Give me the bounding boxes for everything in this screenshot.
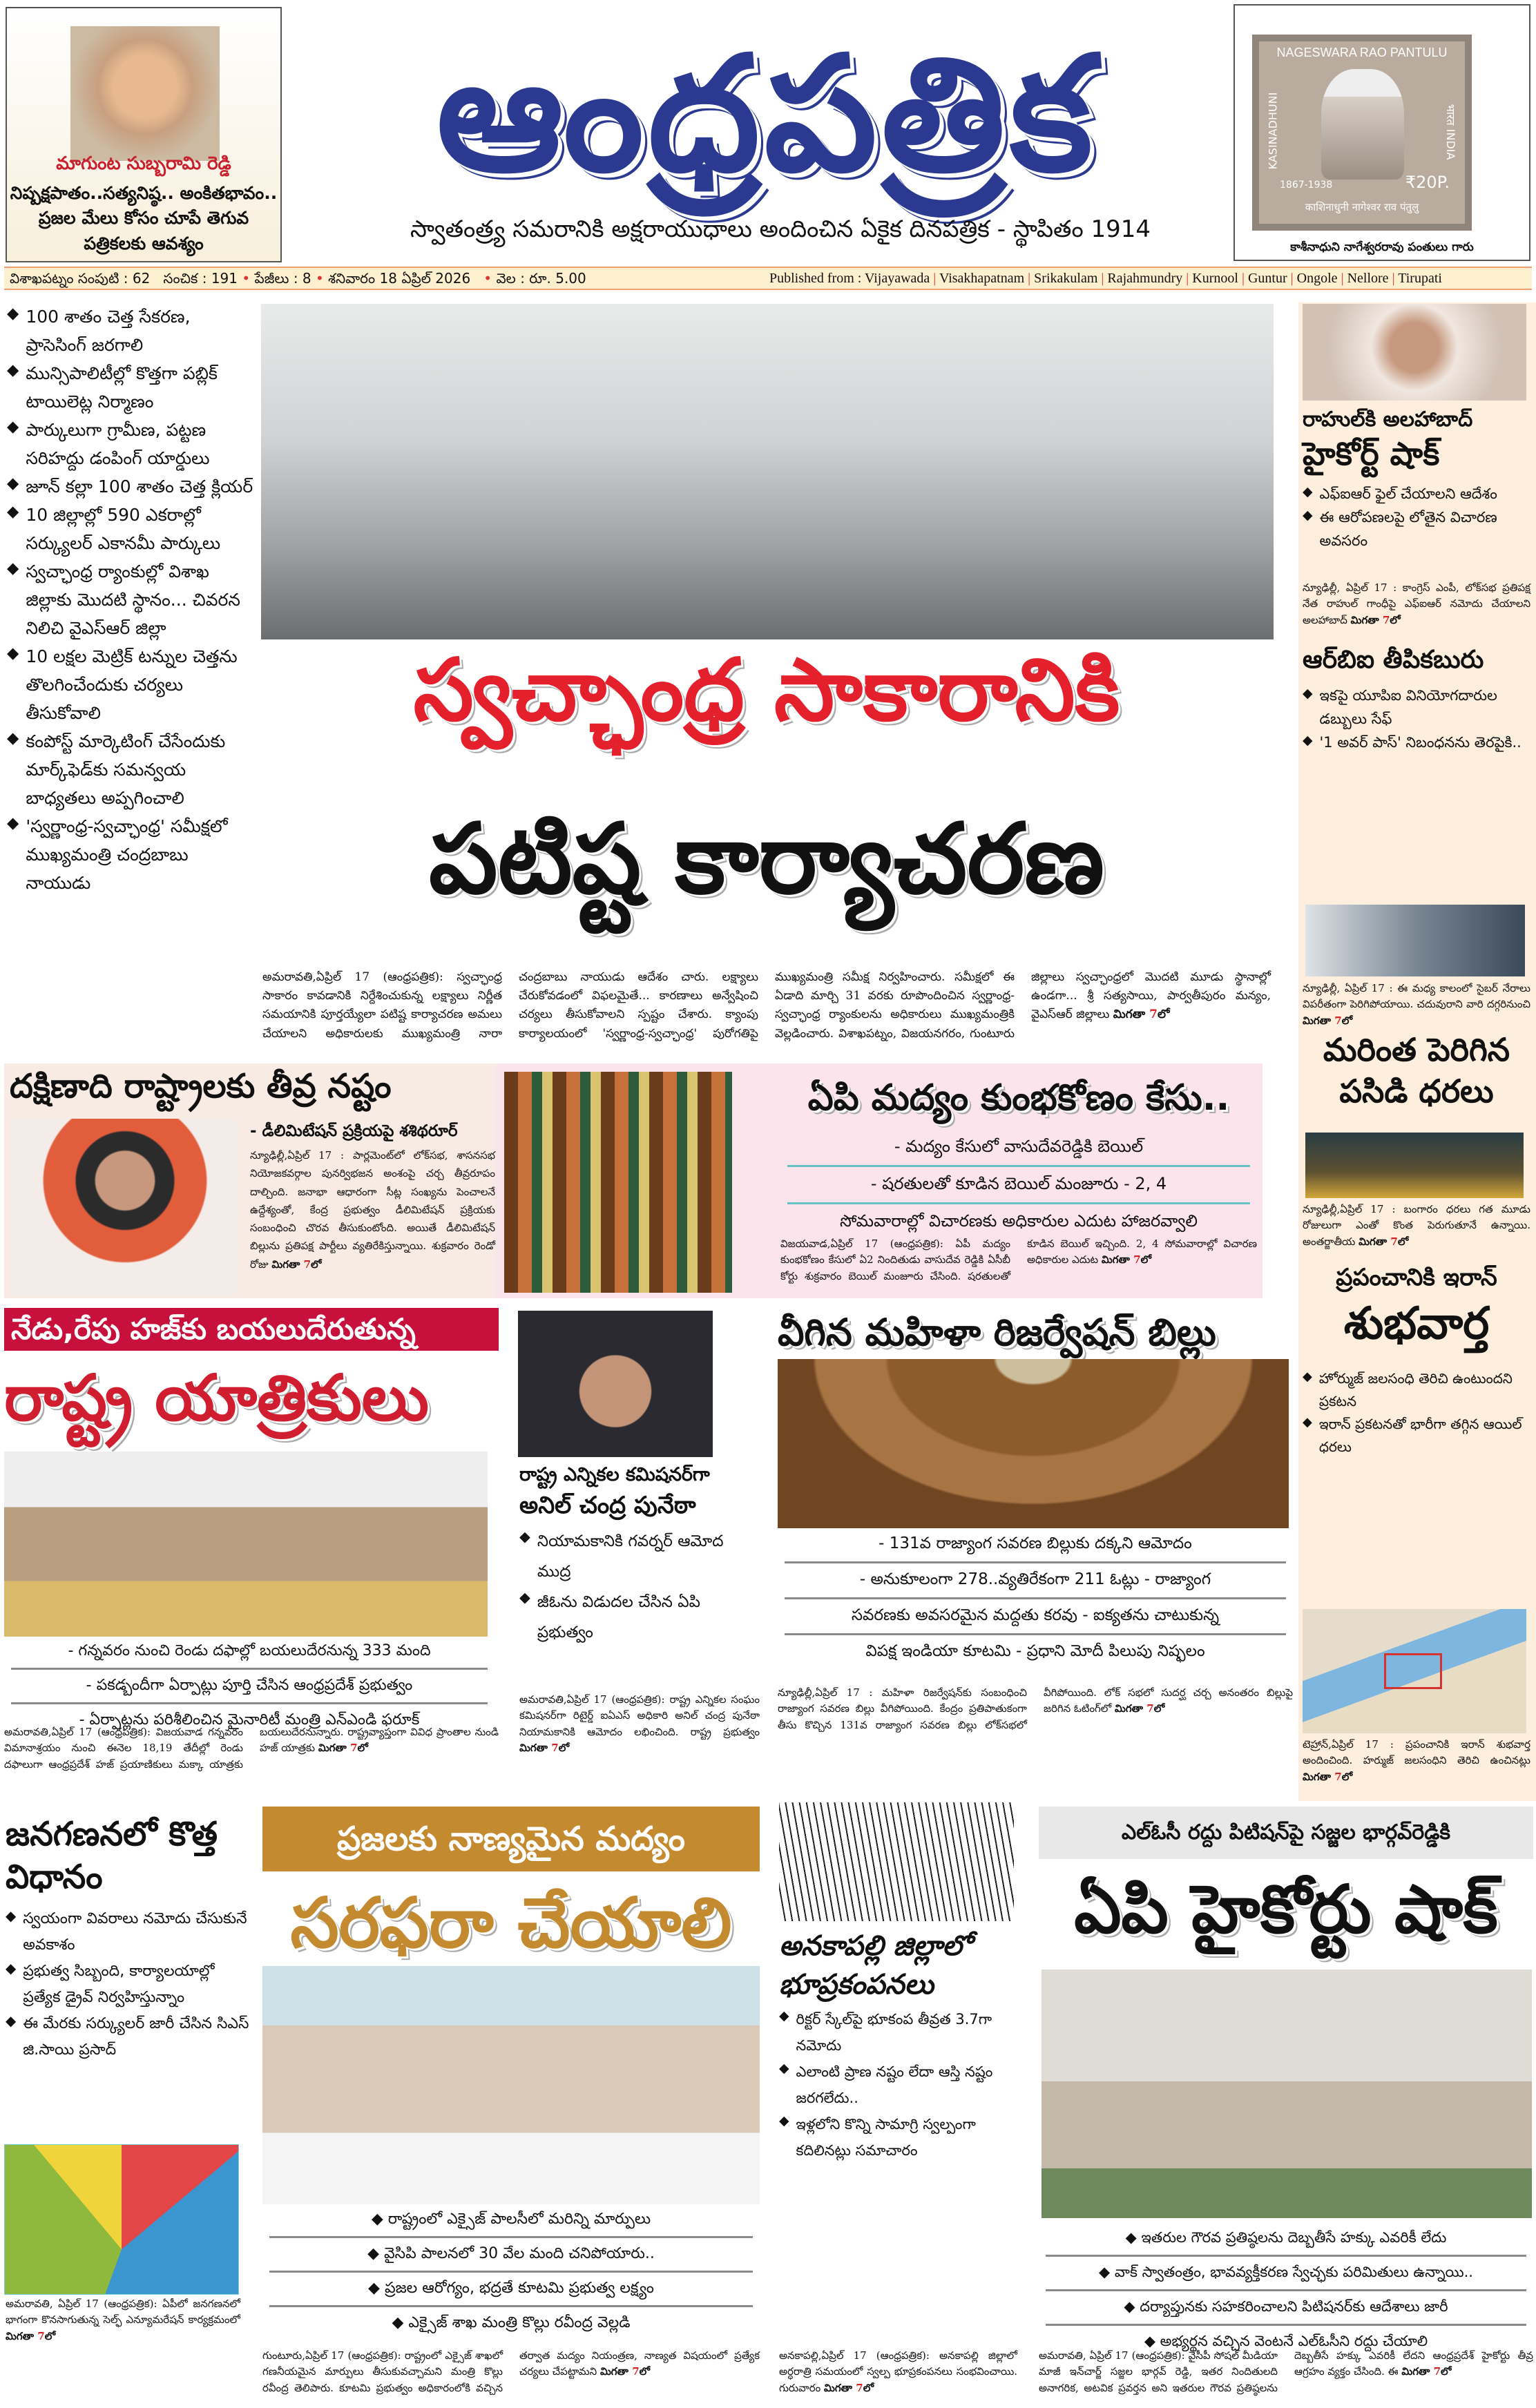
bullet-item: ◆ ఎలాంటి ప్రాణ నష్టం లేదా ఆస్తి నష్టం జరగలేదు.. <box>779 2059 1017 2111</box>
quake-headline: అనకాపల్లి జిల్లాలో భూప్రకంపనలు <box>779 1930 971 2001</box>
excise-kicker: ప్రజలకు నాణ్యమైన మద్యం <box>262 1807 760 1871</box>
continued-page-7[interactable]: మిగతా 7లో <box>6 2329 56 2342</box>
bullet-item: ◆ హోర్ముజ్ జలసంధి తెరిచి ఉంటుందని ప్రకటన <box>1303 1367 1530 1413</box>
dateline-left: విశాఖపట్నం సంపుటి : 62 సంచిక : 191 • పేజీలు : 8 • శనివారం 18 ఏప్రిల్ 2026 • వెల : రూ. 5.00 <box>10 270 586 287</box>
deck-line: సోమవారాల్లో విచారణకు అధికారుల ఎదుట హాజరవ్వాలి <box>839 1211 1198 1231</box>
continued-page-7[interactable]: మిగతా 7లో <box>318 1742 368 1755</box>
published-from <box>769 268 1532 289</box>
tribute-quote <box>7 181 280 256</box>
rahul-headline: హైకోర్ట్ షాక్ <box>1303 435 1440 472</box>
bullet-item: ◆ '1 అవర్ పాస్' నిబంధనను తెరపైకి.. <box>1303 731 1530 754</box>
bullet-item: ◆ ఇకపై యూపిఐ వినియోగదారుల డబ్బులు సేఫ్ <box>1303 684 1530 731</box>
rbi-photo <box>1305 905 1525 976</box>
liquor-bottles-photo <box>504 1072 732 1293</box>
dateline-edition: విశాఖపట్నం సంపుటి : 62 <box>10 270 151 287</box>
hormuz-map <box>1303 1609 1526 1733</box>
seismograph-photo <box>779 1802 1014 1921</box>
bullet-item: ◆ జూన్ కల్లా 100 శాతం చెత్త క్లియర్ <box>7 472 256 501</box>
stamp-years: 1867-1938 <box>1280 180 1333 191</box>
continued-page-7[interactable]: మిగతా 7లో <box>1359 1235 1409 1248</box>
deck-line: ◆ వైసిపి పాలనలో 30 వేల మంది చనిపోయారు.. <box>262 2241 760 2275</box>
election-commissioner-body: అమరావతి,ఏప్రిల్ 17 (ఆంధ్రపత్రిక): రాష్ట్ర ఎన్నికల సంఘం కమిషనర్‌గా రిటైర్డ్ ఐఏఎస్ అధికారి అనిల్ చంద్ర పునేఠా నియామకానికి ఆమోదం లభించింది. రాష్ట్ర ప్రభుత్వం మిగతా 7లో <box>519 1693 760 1754</box>
bullet-item: ◆ జీఓను విడుదల చేసిన ఏపి ప్రభుత్వం <box>519 1587 754 1648</box>
bullet-item: ◆ స్వచ్ఛాంధ్ర ర్యాంకుల్లో విశాఖ జిల్లాకు మొదటి స్థానం... చివరన నిలిచి వైఎస్ఆర్ జిల్లా <box>7 557 256 642</box>
continued-page-7[interactable]: మిగతా 7లో <box>1401 2365 1452 2378</box>
rahul-body: న్యూఢిల్లీ, ఏప్రిల్ 17 : కాంగ్రెస్ ఎంపీ, లోక్‌సభ ప్రతిపక్ష నేత రాహుల్ గాంధీపై ఎఫ్ఐఆర్ నమోదు చేయాలని అలహాబాద్ మిగతా 7లో <box>1303 581 1530 626</box>
continued-page-7[interactable]: మిగతా 7లో <box>1303 1770 1353 1783</box>
excise-decks <box>262 2206 760 2344</box>
tribute-box-left <box>6 7 282 262</box>
dateline-issue: సంచిక : 191 <box>163 270 238 287</box>
stamp-top-text: NAGESWARA RAO PANTULU <box>1276 46 1448 59</box>
published-city: Guntur <box>1247 271 1287 286</box>
deck-line: ◆ ఎక్సైజ్ శాఖ మంత్రి కొల్లు రవీంద్ర వెల్లడి <box>392 2314 631 2331</box>
rahul-kicker: రాహుల్‌కి అలహాబాద్ <box>1303 407 1473 432</box>
deck-line: - ఏర్పాట్లను పరిశీలించిన మైనారిటీ మంత్రి ఎన్ఎండి ఫరూక్ <box>79 1711 420 1728</box>
gold-body: న్యూఢిల్లీ,ఏప్రిల్ 17 : బంగారం ధరలు గత మూడు రోజులుగా ఎంతో కొంత పెరుగుతూనే ఉన్నాయి. అంతర్జాతీయ మిగతా 7లో <box>1303 1203 1530 1248</box>
tribute-portrait <box>70 26 220 161</box>
deck-line: ◆ రాష్ట్రంలో ఎక్సైజ్ పాలసీలో మరిన్ని మార్పులు <box>262 2206 760 2241</box>
quake-bullets <box>779 2006 1017 2164</box>
masthead-tagline: స్వాతంత్ర్య సమరానికి అక్షరాయుధాలు అందించిన ఏకైక దినపత్రిక - స్థాపితం 1914 <box>410 215 1151 243</box>
bullet-item: ◆ మున్సిపాలిటీల్లో కొత్తగా పబ్లిక్ టాయిలెట్ల నిర్మాణం <box>7 359 256 416</box>
lead-body-text: అమరావతి,ఏప్రిల్ 17 (ఆంధ్రపత్రిక): స్వచ్ఛాంధ్ర సాకారం కావడానికి నిర్దేశించుకున్న లక్ష్యాలు నిర్ణీత సమయానికి పూర్తయ్యేలా పటిష్ట కార్యాచరణ అమలు చేయాలని అధికారులకు ముఖ్యమంత్రి నారా చంద్రబాబు నాయుడు ఆదేశం చారు. లక్ష్యాలు చేరుకోవడంలో విఫలమైతే... కారణాలు అన్వేషించి చర్యలు తీసుకోవాలని స్పష్టం చేశారు. క్యాంపు కార్యాలయంలో 'స్వర్ణాంధ్ర-స్వచ్ఛాంధ్ర' పురోగతిపై ముఖ్యమంత్రి సమీక్ష నిర్వహించారు. సమీక్షలో ఈ ఏడాది మార్చి 31 వరకు రూపొందించిన స్వర్ణాంధ్ర-స్వచ్ఛాంధ్ర ర్యాంకులను అధికారులు ముఖ్యమంత్రికి వెల్లడించారు. విశాఖపట్నం, విజయనగరం, గుంటూరు జిల్లాలు స్వచ్ఛాంధ్రలో మొదటి మూడు స్థానాల్లో ఉండగా... శ్రీ సత్యసాయి, పార్వతీపురం మన్యం, వైఎస్ఆర్ జిల్లాలు <box>262 970 1271 1041</box>
published-city: Tirupati <box>1398 271 1442 286</box>
hormuz-highlight-box <box>1384 1653 1442 1689</box>
continued-page-7[interactable]: మిగతా 7లో <box>824 2381 874 2394</box>
bullet-item: ◆ ఇరాన్ ప్రకటనతో భారీగా తగ్గిన ఆయిల్ ధరలు <box>1303 1413 1530 1458</box>
tharoor-photo <box>11 1119 239 1295</box>
deck-line: ◆ ప్రజల ఆరోగ్యం, భద్రతే కూటమి ప్రభుత్వ లక్ష్యం <box>262 2275 760 2310</box>
election-commissioner-headline: అనిల్ చంద్ర పునేఠా <box>519 1492 696 1519</box>
bullet-item: ◆ 10 లక్షల మెట్రిక్ టన్నుల చెత్తను తొలగించేందుకు చర్యలు తీసుకోవాలి <box>7 642 256 727</box>
deck-line: ◆ దర్యాప్తునకు సహకరించాలని పిటిషనర్‌కు ఆదేశాలు జారీ <box>1039 2294 1533 2329</box>
stamp-right-text: भारत INDIA <box>1444 104 1457 160</box>
published-city: Rajahmundry <box>1107 271 1183 286</box>
postage-stamp <box>1252 35 1472 231</box>
iran-body: టెహ్రాన్,ఏప్రిల్ 17 : ప్రపంచానికి ఇరాన్ శుభవార్త అందించింది. హర్ముజ్ జలసంధిని తెరిచి ఉంచినట్లు మిగతా 7లో <box>1303 1738 1530 1783</box>
bullet-item: ◆ 'స్వర్ణాంధ్ర-స్వచ్ఛాంధ్ర' సమీక్షలో ముఖ్యమంత్రి చంద్రబాబు నాయుడు <box>7 812 256 897</box>
dateline-price: వెల : రూ. 5.00 <box>496 270 586 287</box>
published-cities: Vijayawada | Visakhapatnam | Srikakulam | Rajahmundry | Kurnool | Guntur | Ongole | Nellore | Tirupati <box>864 271 1442 286</box>
stamp-left-text: KASINADHUNI <box>1266 92 1280 170</box>
parliament-photo <box>778 1359 1289 1528</box>
bullet-item: ◆ పార్కులుగా గ్రామీణ, పట్టణ సరిహద్దు డంపింగ్ యార్డులు <box>7 416 256 472</box>
iran-kicker: ప్రపంచానికి ఇరాన్ <box>1336 1264 1497 1291</box>
tharoor-body: న్యూఢిల్లీ,ఏప్రిల్ 17 : పార్లమెంట్‌లో లోక్‌సభ, శాసనసభ నియోజకవర్గాల పునర్విభజన అంశంపై చర్చ తీవ్రరూపం దాల్చింది. జనాభా ఆధారంగా సీట్ల సంఖ్యను పెంచాలనే ఉద్దేశ్యంతో, కేంద్ర ప్రభుత్వం డీలిమిటేషన్ ప్రక్రియకు సంబంధించి చొరవ తీసుకుంటోంది. అయితే డీలిమిటేషన్ బిల్లును ప్రతిపక్ష పార్టీలు వ్యతిరేకిస్తున్నాయి. శుక్రవారం రెండో రోజు మిగతా 7లో <box>250 1149 495 1271</box>
women-bill-body: న్యూఢిల్లీ,ఏప్రిల్ 17 : మహిళా రిజర్వేషన్‌కు సంబంధించి రాజ్యాంగ సవరణ బిల్లు వీగిపోయింది. కేంద్రం ప్రతిపాతుకంగా తీసు కొచ్చిన 131వ రాజ్యాంగ సవరణ బిల్లు లోక్‌సభలో వీగిపోయింది. లోక్ సభలో సుదర్ఘ చర్చ అనంతరం బిల్లుపై జరిగిన ఓటింగ్‌లో మిగతా 7లో <box>778 1686 1293 1731</box>
stamp-hindi: काशिनाधुनी नागेश्वर राव पंतुलु <box>1305 201 1419 213</box>
iran-headline: శుభవార్త <box>1343 1298 1490 1349</box>
rbi-headline: ఆర్‌బిఐ తీపికబురు <box>1303 646 1484 674</box>
iran-bullets <box>1303 1367 1530 1458</box>
excise-minister-photo <box>262 1966 760 2204</box>
published-city: Ongole <box>1296 271 1338 286</box>
tribute-quote-line: నిష్పక్షపాతం..సత్యనిష్ఠ.. అంకితభావం.. <box>10 183 278 203</box>
bullet-item: ◆ నియామకానికి గవర్నర్ ఆమోద ముద్ర <box>519 1526 754 1587</box>
haj-pilgrims-photo <box>4 1452 488 1637</box>
rbi-body: న్యూఢిల్లీ, ఏప్రిల్ 17 : ఈ మధ్య కాలంలో సైబర్ నేరాలు విపరీతంగా పెరిగిపోయాయి. చదువురాని వారి దగ్గరినుంచి మిగతా 7లో <box>1303 982 1530 1027</box>
census-population-pie-image <box>4 2144 239 2295</box>
deck-line: - అనుకూలంగా 278..వ్యతిరేకంగా 211 ఓట్లు - రాజ్యాంగ <box>778 1566 1293 1602</box>
dateline-pages: పేజీలు : 8 <box>254 270 311 287</box>
deck-line: ◆ వాక్ స్వాతంత్రం, భావవ్యక్తీకరణ స్వేచ్ఛకు పరిమితులు ఉన్నాయి.. <box>1039 2260 1533 2294</box>
quake-body: అనకాపల్లి,ఏప్రిల్ 17 (ఆంధ్రపత్రిక): అనకాపల్లి జిల్లాలో అర్ధరాత్రి సమయంలో స్వల్ప భూప్రకంపనలు సంభవించాయి. గురువారం మిగతా 7లో <box>779 2349 1017 2394</box>
bullet-item: ◆ ఇళ్లలోని కొన్ని సామాగ్రి స్వల్పంగా కదిలినట్లు సమాచారం <box>779 2111 1017 2164</box>
masthead-logo: ఆంధ్రపత్రిక <box>436 21 1097 207</box>
continued-page-7[interactable]: మిగతా 7లో <box>519 1741 570 1754</box>
rahul-bullets <box>1303 482 1530 552</box>
liquor-case-decks <box>780 1133 1257 1244</box>
deck-line: ◆ ఇతరుల గౌరవ ప్రతిష్ఠలను దెబ్బతీసే హక్కు ఎవరికీ లేదు <box>1039 2225 1533 2260</box>
haj-headline: రాష్ట్ర యాత్రికులు <box>4 1361 429 1435</box>
haj-kicker: నేడు,రేపు హజ్‌కు బయలుదేరుతున్న <box>4 1308 499 1351</box>
tribute-box-right <box>1233 4 1530 261</box>
continued-page-7[interactable]: మిగతా 7లో <box>1113 1008 1170 1022</box>
stamp-caption: కాశీనాధుని నాగేశ్వరరావు పంతులు గారు <box>1290 240 1474 254</box>
bullet-item: ◆ స్వయంగా వివరాలు నమోదు చేసుకునే అవకాశం <box>6 1906 254 1958</box>
census-bullets <box>6 1906 254 2063</box>
gold-bull-photo <box>1305 1133 1524 1198</box>
liquor-case-headline: ఏపి మద్యం కుంభకోణం కేసు.. <box>807 1077 1230 1119</box>
excise-headline: సరఫరా చేయాలి <box>290 1882 732 1963</box>
deck-line: - పకడ్బందీగా ఏర్పాట్లు పూర్తి చేసిన ఆంధ్రప్రదేశ్ ప్రభుత్వం <box>4 1673 495 1707</box>
bullet-item: ◆ ఎఫ్ఐఆర్ ఫైల్ చేయాలని ఆదేశం <box>1303 482 1530 505</box>
deck-line: - 131వ రాజ్యాంగ సవరణ బిల్లుకు దక్కని ఆమోదం <box>778 1530 1293 1566</box>
lead-headline-line2: పటిష్ట కార్యాచరణ <box>429 803 1104 916</box>
lead-photo-cm-meeting <box>261 304 1274 639</box>
continued-page-7[interactable]: మిగతా 7లో <box>1350 613 1401 626</box>
deck-line: ◆ అభ్యర్థన వచ్చిన వెంటనే ఎల్ఓసీని రద్దు చేయాలి <box>1144 2333 1428 2349</box>
census-headline: జనగణనలో కొత్త విధానం <box>6 1815 218 1896</box>
liquor-case-body: విజయవాడ,ఏప్రిల్ 17 (ఆంధ్రపత్రిక): ఏపీ మద్యం కుంభకోణం కేసులో ఏ2 నిందితుడు వాసుదేవ రెడ్డికి ఏసీబీ కోర్టు శుక్రవారం బెయిల్ మంజూరు చేసింది. షరతులతో కూడిన బెయిల్ ఇచ్చింది. 2, 4 సోమవారాల్లో విచారణ అధికారుల ఎదుట మిగతా 7లో <box>780 1237 1257 1282</box>
sajjala-decks <box>1039 2225 1533 2363</box>
bullet-item: ◆ ఈ మేరకు సర్క్యులర్ జారీ చేసిన సిఎస్ జి.సాయి ప్రసాద్ <box>6 2011 254 2063</box>
rahul-photo <box>1303 304 1526 401</box>
women-bill-headline: వీగిన మహిళా రిజర్వేషన్ బిల్లు <box>778 1311 1216 1354</box>
published-city: Nellore <box>1347 271 1389 286</box>
continued-page-7[interactable]: మిగతా 7లో <box>271 1258 322 1271</box>
published-city: Visakhapatnam <box>939 271 1025 286</box>
sajjala-headline: ఏపి హైకోర్టు షాక్ <box>1074 1871 1498 1948</box>
tharoor-headline: దక్షిణాది రాష్ట్రాలకు తీవ్ర నష్టం <box>10 1067 392 1106</box>
lead-body <box>262 968 1271 1057</box>
ap-high-court-photo <box>1041 1969 1532 2218</box>
published-city: Vijayawada <box>864 271 930 286</box>
deck-line: విపక్ష ఇండియా కూటమి - ప్రధాని మోదీ పిలుపు నిష్ఫలం <box>865 1642 1205 1660</box>
published-city: Kurnool <box>1192 271 1238 286</box>
dateline-date: శనివారం 18 ఏప్రిల్ 2026 <box>328 270 471 287</box>
census-body: అమరావతి, ఏప్రిల్ 17 (ఆంధ్రపత్రిక): ఏపీలో జనగణనలో భాగంగా కొనసాగుతున్న సెల్ఫ్ ఎన్యూమరేషన్ కార్యక్రమంలో మిగతా 7లో <box>6 2298 240 2342</box>
haj-body: అమరావతి,ఏప్రిల్ 17 (ఆంధ్రపత్రిక): విజయవాడ గన్నవరం విమానాశ్రయం నుంచి ఈనెల 18,19 తేదీల్లో రెండు దఫాలుగా ఆంధ్రప్రదేశ్ హజ్ ప్రయాణికులు మక్కా యాత్రకు బయలుదేరనున్నారు. రాష్ట్రవ్యాప్తంగా వివిధ ప్రాంతాల నుండి హజ్ యాత్రకు మిగతా 7లో <box>4 1726 499 1771</box>
tribute-quote-line: పత్రికలకు ఆవశ్యం <box>84 233 204 253</box>
women-bill-decks <box>778 1530 1293 1674</box>
rbi-bullets <box>1303 684 1530 754</box>
continued-page-7[interactable]: మిగతా 7లో <box>1101 1253 1152 1266</box>
excise-body: గుంటూరు,ఏప్రిల్ 17 (ఆంధ్రపత్రిక): రాష్ట్రంలో ఎక్సైజ్ శాఖలో గణనీయమైన మార్పులు తీసుకువచ్చామని మంత్రి కొల్లు రవీంద్ర తెలిపారు. కూటమి ప్రభుత్వం అధికారంలోకి వచ్చిన తర్వాత మద్యం నియంత్రణ, నాణ్యత విషయంలో ప్రత్యేక చర్యలు చేపట్టామని మిగతా 7లో <box>262 2349 760 2394</box>
bullet-item: ◆ ఈ ఆరోపణలపై లోతైన విచారణ అవసరం <box>1303 505 1530 552</box>
sajjala-kicker: ఎల్ఓసీ రద్దు పిటిషన్‌పై సజ్జల భార్గవ్‌రెడ్డికి <box>1039 1807 1533 1859</box>
continued-page-7[interactable]: మిగతా 7లో <box>1303 1014 1353 1027</box>
bullet-item: ◆ రిక్టర్ స్కేల్‌పై భూకంప తీవ్రత 3.7గా నమోదు <box>779 2006 1017 2059</box>
election-commissioner-bullets <box>519 1526 754 1648</box>
deck-line: - మద్యం కేసులో వాసుదేవరెడ్డికి బెయిల్ <box>780 1133 1257 1170</box>
stamp-value: ₹20P. <box>1405 173 1450 192</box>
continued-page-7[interactable]: మిగతా 7లో <box>599 2365 651 2378</box>
deck-line: సవరణకు అవసరమైన మద్దతు కరవు - ఐక్యతను చాటుకున్న <box>778 1602 1293 1638</box>
dateline-bar <box>4 267 1532 290</box>
bullet-item: ◆ ప్రభుత్వ సిబ్బంది, కార్యాలయాల్లో ప్రత్యేక డ్రైవ్ నిర్వహిస్తున్నాం <box>6 1958 254 2011</box>
deck-line: - గన్నవరం నుంచి రెండు దఫాల్లో బయలుదేరనున్న 333 మంది <box>4 1638 495 1673</box>
tharoor-subhead: - డీలిమిటేషన్ ప్రక్రియపై శశిథరూర్ <box>250 1122 458 1140</box>
bullet-item: ◆ కంపోస్ట్ మార్కెటింగ్ చేసేందుకు మార్క్‌ఫెడ్‌కు సమన్వయ బాధ్యతలు అప్పగించాలి <box>7 727 256 812</box>
election-commissioner-kicker: రాష్ట్ర ఎన్నికల కమిషనర్‌గా <box>519 1464 710 1485</box>
published-city: Srikakulam <box>1034 271 1098 286</box>
continued-page-7[interactable]: మిగతా 7లో <box>1115 1702 1165 1715</box>
gold-headline: మరింత పెరిగిన పసిడి ధరలు <box>1323 1031 1510 1110</box>
lead-headline-line1: స్వచ్ఛాంధ్ర సాకారానికి <box>413 641 1120 740</box>
sajjala-body: అమరావతి, ఏప్రిల్ 17 (ఆంధ్రపత్రిక): వైసీపీ సోషల్ మీడియా మాజీ ఇన్‌చార్జ్ సజ్జల భార్గవ్ రెడ్డి, ఇతర నిందితులది అనాగరిక, అటవిక ప్రవర్తన అని ఇతరుల గౌరవ ప్రతిష్ఠలను దెబ్బతీసే హక్కు ఎవరికీ లేదని ఆంధ్రప్రదేశ్ హైకోర్టు తీవ్ర ఆగ్రహం వ్యక్తం చేసింది. ఈ మిగతా 7లో <box>1039 2349 1533 2394</box>
deck-line: - షరతులతో కూడిన బెయిల్ మంజూరు - 2, 4 <box>780 1170 1257 1207</box>
bullet-item: ◆ 10 జిల్లాల్లో 590 ఎకరాల్లో సర్క్యులర్ ఎకానమీ పార్కులు <box>7 501 256 557</box>
published-from-label: Published from : <box>769 271 862 286</box>
bullet-item: ◆ 100 శాతం చెత్త సేకరణ, ప్రాసెసింగ్ జరగాలి <box>7 302 256 359</box>
anil-chandra-punetha-photo <box>518 1311 713 1457</box>
left-bullet-list <box>7 302 256 897</box>
stamp-portrait <box>1321 69 1404 180</box>
tribute-name: మాగుంట సుబ్బరామి రెడ్డి <box>56 153 231 174</box>
tribute-quote-line: ప్రజల మేలు కోసం చూపే తెగువ <box>38 208 249 229</box>
